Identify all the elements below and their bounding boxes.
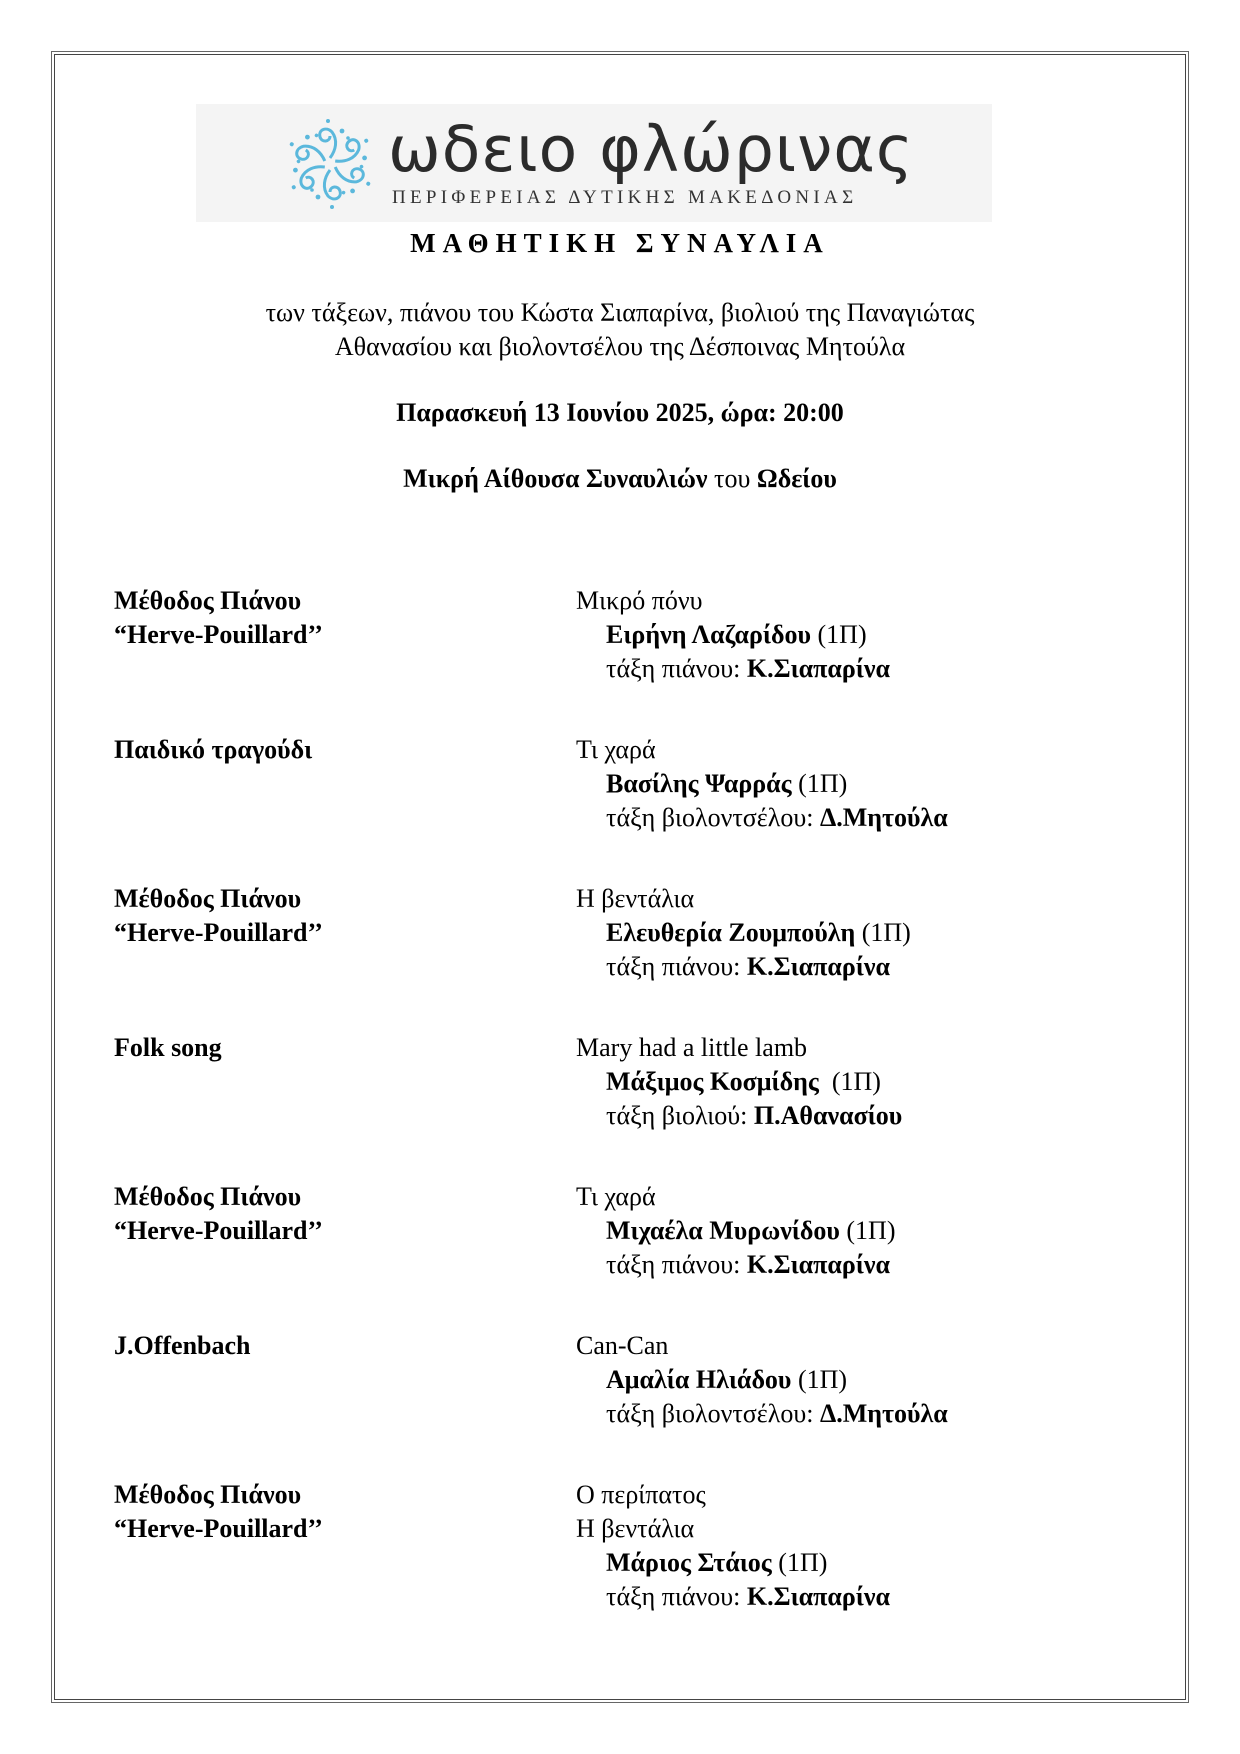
source-line: “Herve-Pouillard’’ [114,1514,323,1543]
subtitle-line: Αθανασίου και βιολοντσέλου της Δέσποινας Μητούλα [334,332,906,361]
performer-level: (1Π) [818,1067,881,1096]
venue-connector: του [707,464,757,493]
concert-heading: ΜΑΘΗΤΙΚΗ ΣΥΝΑΥΛΙΑ [410,228,830,258]
performer-name: Βασίλης Ψαρράς [606,769,792,798]
concert-venue [54,464,1186,494]
performer-line [576,767,1096,801]
piece-title: Η βεντάλια [576,884,695,913]
program-item [114,733,1114,882]
piece-title: Η βεντάλια [576,1514,695,1543]
piece-title: Τι χαρά [576,1182,656,1211]
program-details [576,733,1096,835]
program-source [114,1180,323,1248]
program-item [114,1180,1114,1329]
class-label: τάξη βιολιού: [606,1101,754,1130]
piece-title: Ο περίπατος [576,1480,706,1509]
program-details [576,1031,1096,1133]
teacher-name: Κ.Σιαπαρίνα [746,1582,891,1611]
source-line: “Herve-Pouillard’’ [114,1216,323,1245]
concert-subtitle [54,296,1186,364]
teacher-name: Κ.Σιαπαρίνα [746,1250,891,1279]
program-item [114,1031,1114,1180]
class-line [576,652,1096,686]
class-line [576,801,1096,835]
source-line: Μέθοδος Πιάνου [114,884,302,913]
piece-title: Τι χαρά [576,735,656,764]
class-label: τάξη βιολοντσέλου: [606,1399,820,1428]
venue-hall: Μικρή Αίθουσα Συναυλιών [403,464,708,493]
teacher-name: Δ.Μητούλα [819,803,948,832]
teacher-name: Δ.Μητούλα [819,1399,948,1428]
performer-level: (1Π) [855,918,911,947]
class-line [576,1580,1096,1614]
performer-name: Μάξιμος Κοσμίδης [606,1067,819,1096]
program-item [114,584,1114,733]
flourish-logo-icon [280,114,380,214]
logo-subtitle: ΠΕΡΙΦΕΡΕΙΑΣ ΔΥΤΙΚΗΣ ΜΑΚΕΔΟΝΙΑΣ [392,187,858,208]
class-line [576,1397,1096,1431]
class-line [576,1248,1096,1282]
performer-level: (1Π) [839,1216,896,1245]
program-list [114,584,1114,1618]
program-source [114,1031,222,1065]
class-label: τάξη βιολοντσέλου: [606,803,820,832]
performer-level: (1Π) [791,769,848,798]
program-source [114,584,323,652]
source-line: Μέθοδος Πιάνου [114,1480,302,1509]
program-source [114,882,323,950]
performer-line [576,1363,1096,1397]
teacher-name: Π.Αθανασίου [753,1101,903,1130]
performer-name: Μιχαέλα Μυρωνίδου [606,1216,840,1245]
class-label: τάξη πιάνου: [606,952,747,981]
performer-line [576,1546,1096,1580]
performer-level: (1Π) [811,620,867,649]
performer-name: Αμαλία Ηλιάδου [606,1365,792,1394]
program-source [114,1329,251,1363]
program-item [114,882,1114,1031]
program-details [576,1180,1096,1282]
logo-name: ωδειο φλώρινας [388,113,914,186]
program-details [576,584,1096,686]
class-label: τάξη πιάνου: [606,1582,747,1611]
performer-level: (1Π) [791,1365,848,1394]
performer-line [576,618,1096,652]
program-item [114,1478,1114,1618]
source-line: Folk song [114,1033,222,1062]
program-details [576,882,1096,984]
concert-date: Παρασκευή 13 Ιουνίου 2025, ώρα: 20:00 [396,398,844,427]
piece-title: Can-Can [576,1331,669,1360]
program-details [576,1478,1096,1614]
source-line: Μέθοδος Πιάνου [114,586,302,615]
source-line: Παιδικό τραγούδι [114,735,313,764]
performer-line [576,1214,1096,1248]
performer-line [576,916,1096,950]
program-source [114,733,312,767]
venue-conservatory: Ωδείου [756,464,837,493]
source-line: J.Offenbach [114,1331,251,1360]
performer-name: Ειρήνη Λαζαρίδου [606,620,812,649]
class-label: τάξη πιάνου: [606,1250,747,1279]
program-item [114,1329,1114,1478]
class-label: τάξη πιάνου: [606,654,747,683]
program-details [576,1329,1096,1431]
piece-title: Μικρό πόνυ [576,586,703,615]
class-line [576,1099,1096,1133]
performer-level: (1Π) [771,1548,828,1577]
subtitle-line: των τάξεων, πιάνου του Κώστα Σιαπαρίνα, βιολιού της Παναγιώτας [265,298,975,327]
teacher-name: Κ.Σιαπαρίνα [746,654,891,683]
performer-name: Μάριος Στάιος [606,1548,772,1577]
piece-title: Mary had a little lamb [576,1033,808,1062]
conservatory-logo [196,104,992,222]
source-line: “Herve-Pouillard’’ [114,918,323,947]
performer-name: Ελευθερία Ζουμπούλη [606,918,856,947]
source-line: “Herve-Pouillard’’ [114,620,323,649]
class-line [576,950,1096,984]
program-source [114,1478,323,1546]
teacher-name: Κ.Σιαπαρίνα [746,952,891,981]
source-line: Μέθοδος Πιάνου [114,1182,302,1211]
performer-line [576,1065,1096,1099]
